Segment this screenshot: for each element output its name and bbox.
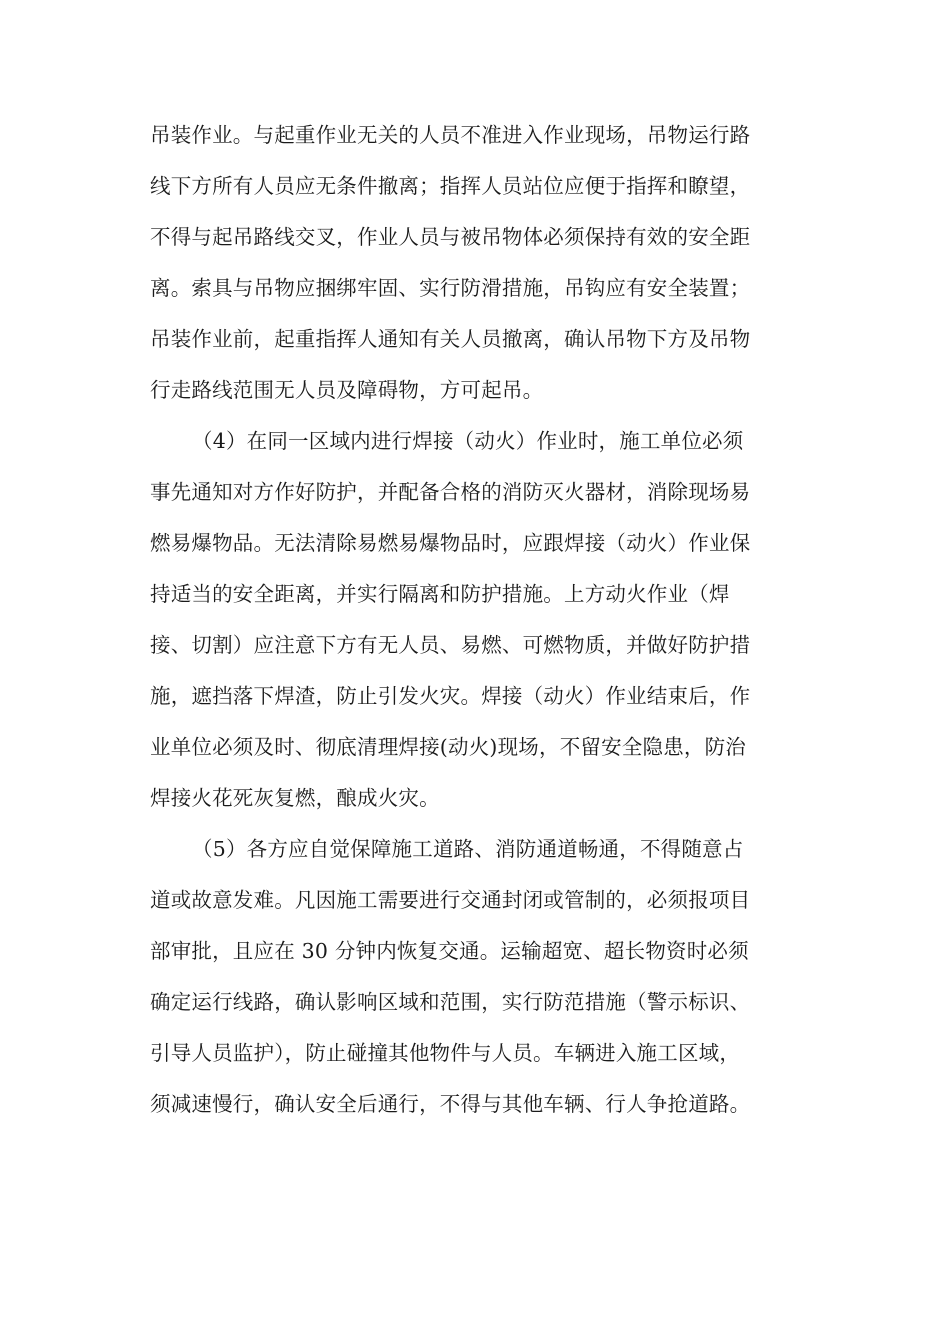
paragraph-line: 接、切割）应注意下方有无人员、易燃、可燃物质，并做好防护措 [150, 633, 751, 657]
paragraph-line: 燃易爆物品。无法清除易燃易爆物品时，应跟焊接（动火）作业保 [150, 531, 751, 555]
paragraph-line: （4）在同一区域内进行焊接（动火）作业时，施工单位必须 [192, 429, 744, 453]
paragraph-line: 施，遮挡落下焊渣，防止引发火灾。焊接（动火）作业结束后，作 [150, 684, 751, 708]
paragraph-line: 确定运行线路，确认影响区域和范围，实行防范措施（警示标识、 [150, 990, 751, 1014]
paragraph-line: 事先通知对方作好防护，并配备合格的消防灭火器材，消除现场易 [150, 480, 751, 504]
paragraph-line: 离。索具与吊物应捆绑牢固、实行防滑措施，吊钩应有安全装置； [150, 276, 751, 300]
paragraph-line: 吊装作业前，起重指挥人通知有关人员撤离，确认吊物下方及吊物 [150, 327, 751, 351]
paragraph-line: 线下方所有人员应无条件撤离；指挥人员站位应便于指挥和瞭望， [150, 174, 751, 198]
paragraph-line: （5）各方应自觉保障施工道路、消防通道畅通，不得随意占 [192, 837, 744, 861]
paragraph-line: 不得与起吊路线交叉，作业人员与被吊物体必须保持有效的安全距 [150, 225, 751, 249]
paragraph-line: 引导人员监护），防止碰撞其他物件与人员。车辆进入施工区域， [150, 1041, 741, 1065]
paragraph-line: 须减速慢行，确认安全后通行，不得与其他车辆、行人争抢道路。 [150, 1092, 751, 1116]
paragraph-line: 吊装作业。与起重作业无关的人员不准进入作业现场，吊物运行路 [150, 123, 751, 147]
paragraph-line: 道或故意发难。凡因施工需要进行交通封闭或管制的，必须报项目 [150, 888, 751, 912]
paragraph-line: 行走路线范围无人员及障碍物，方可起吊。 [150, 378, 544, 402]
paragraph-line: 部审批，且应在 30 分钟内恢复交通。运输超宽、超长物资时必须 [150, 939, 749, 963]
paragraph-line: 持适当的安全距离，并实行隔离和防护措施。上方动火作业（焊 [150, 582, 730, 606]
paragraph-line: 焊接火花死灰复燃，酿成火灾。 [150, 786, 440, 810]
paragraph-line: 业单位必须及时、彻底清理焊接(动火)现场，不留安全隐患，防治 [150, 735, 746, 759]
